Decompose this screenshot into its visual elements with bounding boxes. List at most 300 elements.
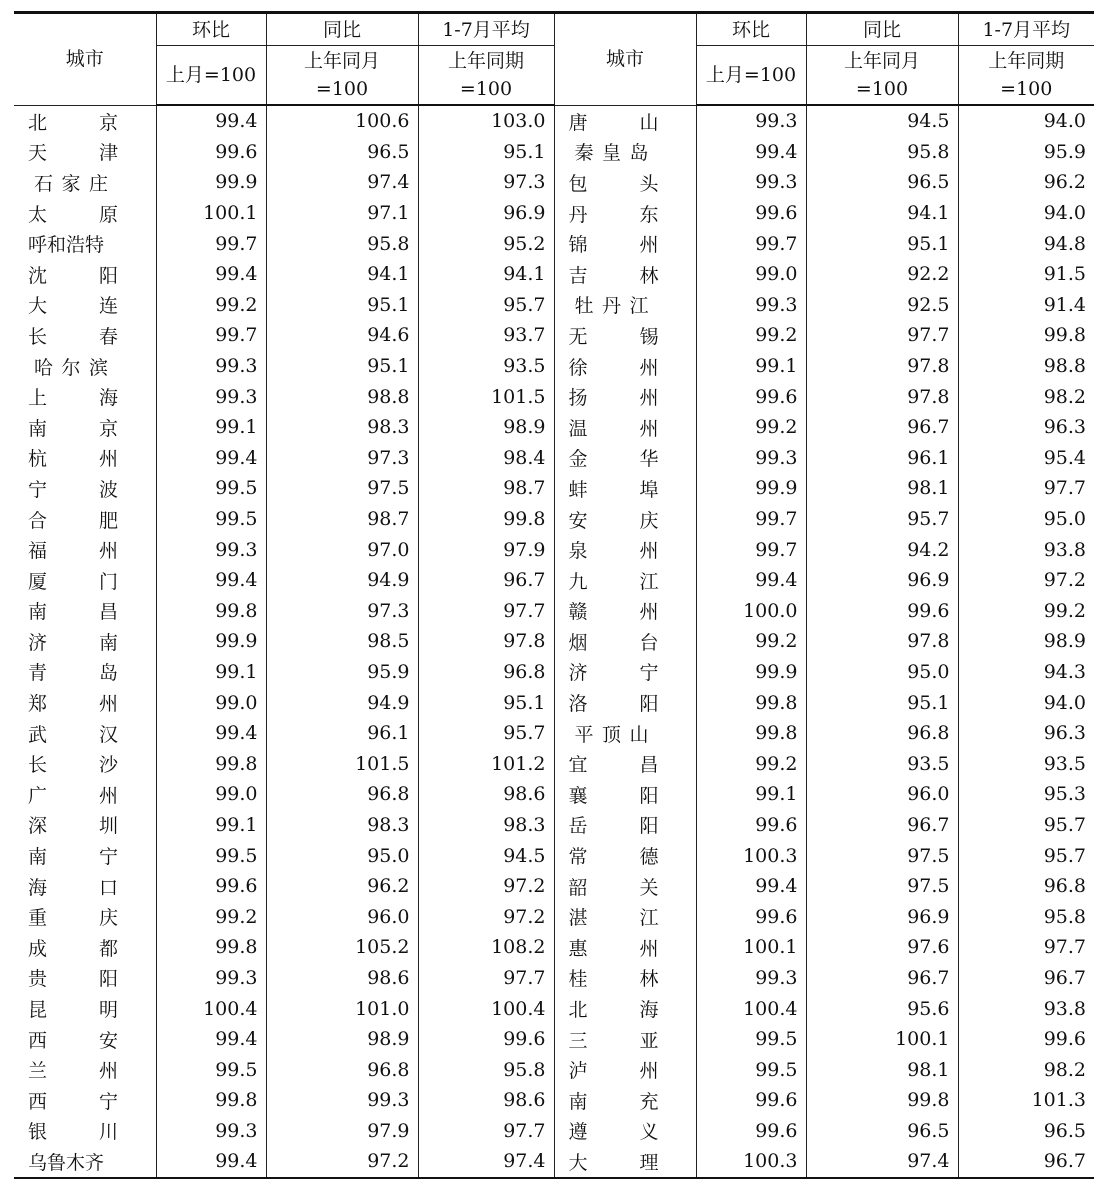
city-name-char: 蚌 (568, 478, 588, 501)
mom-value-left: 99.3 (156, 351, 266, 382)
yoy-value-right: 95.7 (806, 504, 958, 535)
yoy-value-right: 96.7 (806, 412, 958, 443)
yoy-value-right: 96.9 (806, 565, 958, 596)
yoy-value-left: 97.5 (266, 473, 418, 504)
mom-value-left: 99.7 (156, 228, 266, 259)
city-price-index-table (14, 11, 1094, 1179)
city-name-glyphs (569, 322, 659, 349)
mom-value-left: 99.8 (156, 748, 266, 779)
city-name-left (14, 596, 156, 627)
yoy-value-right: 92.5 (806, 290, 958, 321)
avg-value-left: 99.8 (418, 504, 554, 535)
city-name-char: 丹 (568, 203, 588, 226)
yoy-value-left: 95.9 (266, 657, 418, 688)
city-name-char: 汉 (98, 723, 118, 746)
table-body (14, 105, 1094, 1178)
city-name-char: 西 (28, 1029, 48, 1052)
yoy-column-header-right: 同比 (806, 13, 958, 46)
mom-value-right: 99.5 (696, 1024, 806, 1055)
city-name-char: 庆 (639, 509, 659, 532)
mom-value-left: 99.1 (156, 810, 266, 841)
city-name-char: 州 (639, 417, 659, 440)
avg-value-right: 96.2 (958, 167, 1094, 198)
city-name-glyphs (569, 689, 659, 716)
table-row (14, 1116, 1094, 1147)
avg-subheader-line1: 上年同期 (447, 50, 524, 72)
city-name-left (14, 290, 156, 321)
city-name-char: 州 (639, 234, 659, 257)
city-name-char: 德 (639, 846, 659, 869)
yoy-value-right: 94.5 (806, 105, 958, 137)
city-name-char: 宁 (98, 846, 118, 869)
yoy-value-right: 96.7 (806, 963, 958, 994)
yoy-value-left: 96.0 (266, 901, 418, 932)
city-name-left (14, 565, 156, 596)
city-name-glyphs (569, 903, 659, 930)
mom-value-left: 99.8 (156, 932, 266, 963)
city-name-char: 州 (639, 356, 659, 379)
yoy-value-left: 101.0 (266, 993, 418, 1024)
mom-value-left: 99.3 (156, 1116, 266, 1147)
city-name-glyphs (569, 842, 659, 869)
city-name-right (554, 657, 696, 688)
mom-value-left: 99.1 (156, 657, 266, 688)
avg-value-left: 103.0 (418, 105, 554, 137)
avg-value-left: 97.8 (418, 626, 554, 657)
city-name-glyphs (569, 781, 659, 808)
avg-value-right: 101.3 (958, 1085, 1094, 1116)
mom-value-left: 100.1 (156, 198, 266, 229)
city-name-char: 昌 (639, 754, 659, 777)
city-name-char: 头 (639, 172, 659, 195)
mom-value-left: 99.7 (156, 320, 266, 351)
avg-value-right: 93.8 (958, 993, 1094, 1024)
mom-subheader-right: 上月=100 (696, 46, 806, 106)
mom-value-right: 99.8 (696, 718, 806, 749)
city-name-char: 义 (639, 1121, 659, 1144)
city-name-char: 顶 (601, 723, 621, 746)
city-name-glyphs (28, 138, 118, 165)
avg-value-left: 95.1 (418, 137, 554, 168)
yoy-value-left: 98.3 (266, 810, 418, 841)
yoy-value-left: 101.5 (266, 748, 418, 779)
city-name-left (14, 840, 156, 871)
yoy-value-left: 95.1 (266, 351, 418, 382)
mom-value-right: 99.6 (696, 381, 806, 412)
city-name-left (14, 810, 156, 841)
city-name-right (554, 1054, 696, 1085)
table-row (14, 993, 1094, 1024)
avg-value-left: 101.5 (418, 381, 554, 412)
city-name-glyphs (569, 506, 659, 533)
yoy-value-right: 97.8 (806, 626, 958, 657)
mom-value-left: 99.3 (156, 963, 266, 994)
table-row (14, 810, 1094, 841)
city-name-char: 州 (98, 448, 118, 471)
city-name-char: 州 (98, 784, 118, 807)
city-name-left (14, 1054, 156, 1085)
city-name-char: 沈 (28, 264, 48, 287)
avg-value-right: 95.3 (958, 779, 1094, 810)
yoy-value-right: 96.1 (806, 443, 958, 474)
city-name-right (554, 1146, 696, 1178)
yoy-value-left: 97.1 (266, 198, 418, 229)
yoy-value-left: 95.1 (266, 290, 418, 321)
city-name-glyphs (569, 536, 659, 563)
city-name-char: 华 (639, 448, 659, 471)
city-name-right (554, 443, 696, 474)
city-name-char: 林 (639, 968, 659, 991)
city-name-glyphs (569, 108, 659, 135)
yoy-value-right: 95.1 (806, 228, 958, 259)
city-name-char: 尔 (61, 356, 81, 379)
yoy-value-left: 98.5 (266, 626, 418, 657)
city-name-char: 山 (639, 111, 659, 134)
mom-value-left: 99.4 (156, 565, 266, 596)
city-name-char: 宁 (98, 1090, 118, 1113)
city-name-char: 南 (98, 631, 118, 654)
city-name-right (554, 748, 696, 779)
mom-value-left: 99.3 (156, 381, 266, 412)
mom-value-left: 99.4 (156, 443, 266, 474)
avg-column-header-left: 1-7月平均 (418, 13, 554, 46)
city-name-glyphs (28, 689, 118, 716)
avg-value-right: 96.3 (958, 412, 1094, 443)
city-name-left: 乌鲁木齐 (14, 1146, 156, 1178)
city-name-char: 江 (629, 295, 649, 318)
table-row (14, 626, 1094, 657)
avg-value-left: 95.2 (418, 228, 554, 259)
avg-value-left: 108.2 (418, 932, 554, 963)
city-name-char: 都 (98, 937, 118, 960)
city-name-char: 济 (28, 631, 48, 654)
table-row (14, 290, 1094, 321)
city-name-char: 充 (639, 1090, 659, 1113)
table-row (14, 871, 1094, 902)
mom-value-right: 99.2 (696, 626, 806, 657)
city-name-right (554, 320, 696, 351)
mom-value-right: 99.3 (696, 290, 806, 321)
city-name-glyphs (28, 200, 118, 227)
table-row (14, 901, 1094, 932)
avg-value-left: 95.8 (418, 1054, 554, 1085)
yoy-value-right: 94.2 (806, 534, 958, 565)
avg-value-right: 93.8 (958, 534, 1094, 565)
avg-value-left: 97.2 (418, 871, 554, 902)
city-name-char: 福 (28, 540, 48, 563)
avg-value-right: 99.2 (958, 596, 1094, 627)
table-row (14, 137, 1094, 168)
yoy-value-right: 97.5 (806, 871, 958, 902)
city-name-char: 桂 (568, 968, 588, 991)
avg-value-right: 96.7 (958, 963, 1094, 994)
city-name-left (14, 351, 156, 382)
city-name-char: 秦 (574, 142, 594, 165)
mom-value-right: 99.9 (696, 473, 806, 504)
yoy-value-right: 97.8 (806, 381, 958, 412)
mom-value-left: 100.4 (156, 993, 266, 1024)
city-name-glyphs (28, 1056, 118, 1083)
city-name-glyphs (569, 169, 659, 196)
city-name-char: 肥 (98, 509, 118, 532)
city-name-char: 州 (98, 1060, 118, 1083)
city-name-left (14, 105, 156, 137)
yoy-value-left: 97.0 (266, 534, 418, 565)
city-name-right (554, 198, 696, 229)
avg-value-left: 97.9 (418, 534, 554, 565)
city-name-char: 襄 (568, 784, 588, 807)
mom-value-left: 99.5 (156, 504, 266, 535)
city-name-char: 连 (98, 295, 118, 318)
city-name-char: 波 (98, 478, 118, 501)
avg-value-right: 96.5 (958, 1116, 1094, 1147)
mom-value-right: 99.2 (696, 412, 806, 443)
mom-value-right: 100.3 (696, 840, 806, 871)
city-name-glyphs (569, 995, 659, 1022)
city-name-char: 州 (98, 693, 118, 716)
yoy-value-left: 94.1 (266, 259, 418, 290)
table-row (14, 198, 1094, 229)
city-name-char: 大 (568, 1151, 588, 1174)
mom-value-left: 99.6 (156, 871, 266, 902)
city-name-char: 皇 (601, 142, 621, 165)
city-name-char: 济 (568, 662, 588, 685)
city-name-right (554, 290, 696, 321)
city-name-char: 长 (28, 325, 48, 348)
city-name-char: 成 (28, 937, 48, 960)
avg-value-left: 101.2 (418, 748, 554, 779)
city-name-char: 武 (28, 723, 48, 746)
city-name-left (14, 626, 156, 657)
table-row (14, 105, 1094, 137)
avg-value-right: 95.4 (958, 443, 1094, 474)
city-name-char: 丹 (601, 295, 621, 318)
city-name-char: 阳 (639, 784, 659, 807)
table-row (14, 504, 1094, 535)
city-name-char: 上 (28, 387, 48, 410)
yoy-value-left: 100.6 (266, 105, 418, 137)
city-name-char: 州 (639, 387, 659, 410)
city-name-char: 家 (61, 172, 81, 195)
city-name-right (554, 137, 696, 168)
yoy-value-right: 96.0 (806, 779, 958, 810)
city-name-glyphs (28, 964, 118, 991)
city-name-char: 阳 (639, 815, 659, 838)
city-name-char: 大 (28, 295, 48, 318)
avg-value-right: 94.0 (958, 105, 1094, 137)
city-name-char: 宁 (28, 478, 48, 501)
city-name-right (554, 534, 696, 565)
yoy-subheader-line2: =100 (315, 78, 369, 100)
city-name-char: 泉 (568, 540, 588, 563)
city-name-left (14, 412, 156, 443)
mom-value-right: 99.2 (696, 748, 806, 779)
city-name-right (554, 932, 696, 963)
city-name-glyphs (28, 811, 118, 838)
mom-value-right: 99.6 (696, 198, 806, 229)
avg-value-left: 95.7 (418, 718, 554, 749)
city-name-char: 门 (98, 570, 118, 593)
table-row (14, 932, 1094, 963)
city-name-glyphs (28, 597, 118, 624)
yoy-value-left: 98.3 (266, 412, 418, 443)
city-column-header-left: 城市 (14, 13, 156, 106)
yoy-value-right: 98.1 (806, 473, 958, 504)
city-name-glyphs (28, 414, 118, 441)
city-name-char: 沙 (98, 754, 118, 777)
city-name-char: 川 (98, 1121, 118, 1144)
yoy-value-left: 94.9 (266, 687, 418, 718)
city-column-header-right: 城市 (554, 13, 696, 106)
city-name-char: 庄 (88, 172, 108, 195)
mom-value-left: 99.2 (156, 901, 266, 932)
city-name-glyphs (28, 383, 118, 410)
city-name-glyphs (28, 536, 118, 563)
city-name-char: 海 (98, 387, 118, 410)
mom-value-left: 99.1 (156, 412, 266, 443)
city-name-right (554, 105, 696, 137)
city-name-glyphs (569, 873, 659, 900)
yoy-value-right: 98.1 (806, 1054, 958, 1085)
city-name-char: 州 (639, 601, 659, 624)
city-name-glyphs (34, 169, 108, 196)
city-name-char: 合 (28, 509, 48, 532)
avg-value-right: 97.7 (958, 932, 1094, 963)
city-name-char: 太 (28, 203, 48, 226)
avg-value-right: 96.3 (958, 718, 1094, 749)
yoy-value-right: 93.5 (806, 748, 958, 779)
city-name-right (554, 779, 696, 810)
city-name-glyphs (28, 322, 118, 349)
city-name-glyphs (569, 1148, 659, 1175)
city-name-right (554, 381, 696, 412)
city-name-glyphs (569, 444, 659, 471)
mom-column-header-right: 环比 (696, 13, 806, 46)
city-name-glyphs (569, 1117, 659, 1144)
yoy-value-left: 95.0 (266, 840, 418, 871)
avg-value-left: 95.1 (418, 687, 554, 718)
city-name-left (14, 259, 156, 290)
avg-value-right: 98.8 (958, 351, 1094, 382)
city-name-char: 南 (28, 846, 48, 869)
avg-value-left: 96.9 (418, 198, 554, 229)
table-row (14, 596, 1094, 627)
city-name-left (14, 320, 156, 351)
table-row (14, 687, 1094, 718)
city-name-char: 台 (639, 631, 659, 654)
mom-value-right: 99.1 (696, 779, 806, 810)
mom-value-right: 99.4 (696, 871, 806, 902)
city-name-char: 昆 (28, 999, 48, 1022)
yoy-value-left: 97.9 (266, 1116, 418, 1147)
mom-value-right: 99.5 (696, 1054, 806, 1085)
city-name-glyphs (28, 1026, 118, 1053)
avg-value-left: 97.7 (418, 963, 554, 994)
city-name-char: 阳 (639, 693, 659, 716)
city-name-right (554, 871, 696, 902)
city-name-char: 锡 (639, 325, 659, 348)
mom-value-left: 99.0 (156, 779, 266, 810)
city-name-right (554, 810, 696, 841)
city-name-char: 岛 (629, 142, 649, 165)
yoy-value-left: 105.2 (266, 932, 418, 963)
avg-value-right: 94.8 (958, 228, 1094, 259)
yoy-value-left: 98.7 (266, 504, 418, 535)
city-name-char: 银 (28, 1121, 48, 1144)
city-name-right (554, 993, 696, 1024)
city-name-char: 山 (629, 723, 649, 746)
city-name-glyphs (569, 1026, 659, 1053)
avg-value-right: 94.0 (958, 198, 1094, 229)
mom-subheader-left: 上月=100 (156, 46, 266, 106)
city-name-char: 扬 (568, 387, 588, 410)
city-name-right (554, 718, 696, 749)
city-name-right (554, 687, 696, 718)
city-name-glyphs (569, 567, 659, 594)
table-row (14, 381, 1094, 412)
mom-value-left: 99.5 (156, 473, 266, 504)
mom-value-right: 99.6 (696, 1116, 806, 1147)
avg-value-left: 98.4 (418, 443, 554, 474)
city-name-glyphs (569, 964, 659, 991)
table-row (14, 167, 1094, 198)
mom-value-right: 100.3 (696, 1146, 806, 1178)
yoy-value-right: 97.8 (806, 351, 958, 382)
city-name-left (14, 932, 156, 963)
city-name-right (554, 963, 696, 994)
city-name-char: 明 (98, 999, 118, 1022)
city-name-glyphs (28, 658, 118, 685)
city-name-char: 常 (568, 846, 588, 869)
mom-value-right: 99.7 (696, 228, 806, 259)
city-name-char: 圳 (98, 815, 118, 838)
city-name-char: 温 (568, 417, 588, 440)
table-row (14, 748, 1094, 779)
mom-column-header-left: 环比 (156, 13, 266, 46)
city-name-char: 洛 (568, 693, 588, 716)
yoy-subheader-right (806, 46, 958, 106)
city-name-left (14, 473, 156, 504)
city-name-right (554, 626, 696, 657)
city-name-char: 牡 (574, 295, 594, 318)
table-row (14, 351, 1094, 382)
city-name-glyphs (28, 444, 118, 471)
city-name-glyphs (569, 1087, 659, 1114)
city-name-char: 林 (639, 264, 659, 287)
city-name-char: 原 (98, 203, 118, 226)
avg-value-left: 97.3 (418, 167, 554, 198)
city-name-glyphs (569, 475, 659, 502)
table-row (14, 412, 1094, 443)
yoy-value-right: 95.6 (806, 993, 958, 1024)
table-row (14, 779, 1094, 810)
avg-value-right: 94.3 (958, 657, 1094, 688)
city-name-char: 烟 (568, 631, 588, 654)
city-name-char: 泸 (568, 1060, 588, 1083)
yoy-value-left: 97.3 (266, 443, 418, 474)
price-index-table-sheet (14, 11, 1086, 1179)
city-name-glyphs (28, 750, 118, 777)
city-name-right (554, 473, 696, 504)
city-name-char: 青 (28, 662, 48, 685)
city-name-char: 九 (568, 570, 588, 593)
mom-value-left: 99.9 (156, 626, 266, 657)
avg-value-right: 97.7 (958, 473, 1094, 504)
avg-subheader-line1: 上年同期 (988, 50, 1065, 72)
mom-value-left: 99.8 (156, 1085, 266, 1116)
city-name-glyphs (569, 658, 659, 685)
yoy-value-left: 98.6 (266, 963, 418, 994)
